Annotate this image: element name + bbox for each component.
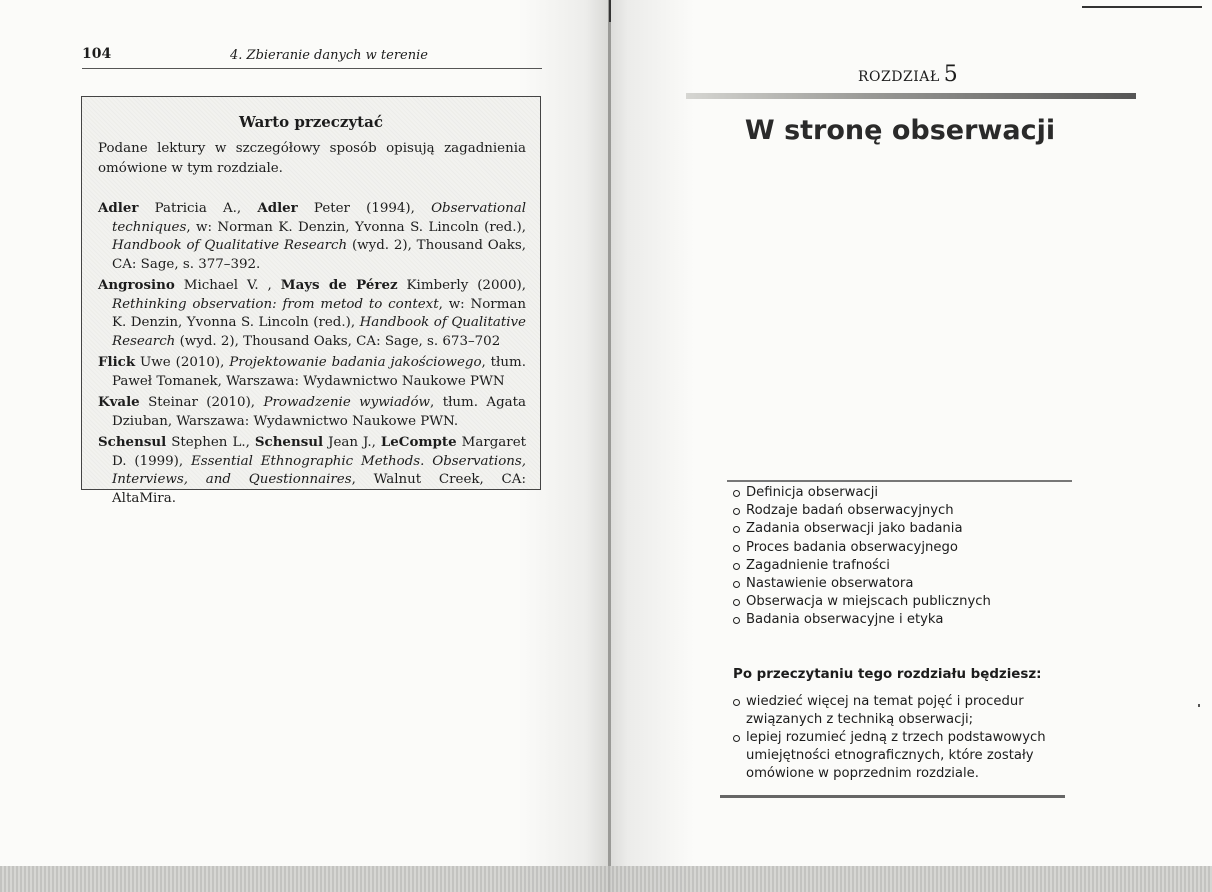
ref-names: Michael V. , — [174, 278, 281, 293]
ref-names: Kimberly (2000), — [397, 278, 526, 293]
further-reading-box — [81, 96, 541, 506]
goal-item: wiedzieć więcej na temat pojęć i procedur związanych z techniką obserwacji; — [730, 693, 1080, 729]
ref-author: Kvale — [98, 394, 140, 410]
book-gutter — [608, 0, 611, 892]
ref-details: , tłum. Paweł Tomanek, Warszawa: Wydawnictwo Naukowe PWN — [112, 355, 526, 389]
left-page-header — [82, 46, 542, 69]
topic-item: Badania obserwacyjne i etyka — [730, 611, 1070, 629]
ref-author: Flick — [98, 354, 136, 370]
ref-title: Rethinking observation: from metod to context — [112, 296, 439, 312]
reference-item — [98, 353, 526, 391]
reference-item — [98, 199, 526, 274]
corner-rule — [1082, 6, 1202, 8]
ref-title: Essential Ethnographic Methods. Observations, Interviews, and Questionnaires — [112, 453, 527, 487]
scan-bottom-shadow — [0, 866, 1212, 892]
topic-item: Obserwacja w miejscach publicznych — [730, 593, 1070, 611]
topic-item: Proces badania obserwacyjnego — [730, 539, 1070, 557]
ref-author: Angrosino — [98, 277, 175, 293]
chapter-label — [858, 62, 958, 87]
box-intro: Podane lektury w szczegółowy sposób opisują zagadnienia omówione w tym rozdziale. — [98, 141, 526, 176]
ref-author: Mays de Pérez — [280, 277, 398, 293]
ref-names: Stephen L., — [166, 435, 255, 450]
ref-details: , w: Norman K. Denzin, Yvonna S. Lincoln (red.), — [186, 219, 526, 235]
ref-details: (wyd. 2), Thousand Oaks, CA: Sage, s. 673–702 — [175, 333, 501, 349]
ref-names: Margaret D. (1999), — [112, 435, 526, 469]
goals-rule — [720, 795, 1065, 798]
reference-item — [98, 433, 526, 508]
topic-item: Nastawienie obserwatora — [730, 575, 1070, 593]
learning-goals-title: Po przeczytaniu tego rozdziału będziesz: — [733, 667, 1042, 682]
reference-list — [98, 199, 526, 510]
ref-names: Steinar (2010), — [139, 395, 264, 410]
chapter-word: ROZDZIAŁ — [858, 69, 940, 85]
topics-rule — [727, 480, 1072, 482]
box-title: Warto przeczytać — [239, 113, 383, 131]
ref-names: Jean J., — [323, 435, 381, 450]
ref-author: Adler — [257, 200, 298, 216]
gutter-mark — [609, 0, 611, 22]
ref-title: Projektowanie badania jakościowego — [229, 355, 482, 370]
topic-item: Zadania obserwacji jako badania — [730, 520, 1070, 538]
ref-author: Schensul — [98, 434, 167, 450]
ref-author: Adler — [98, 200, 139, 216]
ref-title: Prowadzenie wywiadów — [263, 395, 431, 410]
goal-item: lepiej rozumieć jedną z trzech podstawowych umiejętności etnograficznych, które zostały omówione w poprzednim rozdziale. — [730, 729, 1080, 783]
ref-details: , tłum. Agata Dziuban, Warszawa: Wydawnictwo Naukowe PWN. — [112, 395, 526, 429]
ref-title: Observational techniques — [112, 201, 526, 235]
chapter-number: 5 — [943, 62, 959, 87]
reference-item — [98, 393, 526, 431]
topic-item: Definicja obserwacji — [730, 484, 1070, 502]
ref-title: Handbook of Qualitative Research — [112, 315, 526, 349]
reference-item — [98, 276, 526, 351]
scan-speck — [1198, 704, 1200, 707]
ref-details: , w: Norman K. Denzin, Yvonna S. Lincoln (red.), — [112, 296, 526, 330]
chapter-rule — [686, 93, 1136, 99]
learning-goals-list — [730, 693, 1080, 783]
ref-author: Schensul — [254, 434, 324, 450]
ref-names: Uwe (2010), — [135, 355, 230, 370]
page-number: 104 — [82, 46, 112, 62]
ref-author: LeCompte — [380, 434, 457, 450]
ref-names: Peter (1994), — [297, 201, 432, 216]
chapter-topics-list — [730, 484, 1070, 630]
chapter-title: W stronę obserwacji — [744, 115, 1056, 146]
ref-title: Handbook of Qualitative Research — [112, 238, 348, 253]
ref-names: Patricia A., — [138, 201, 258, 216]
running-head: 4. Zbieranie danych w terenie — [230, 48, 428, 63]
ref-details: (wyd. 2), Thousand Oaks, CA: Sage, s. 377–392. — [112, 238, 527, 272]
ref-details: , Walnut Creek, CA: AltaMira. — [112, 472, 526, 506]
topic-item: Zagadnienie trafności — [730, 557, 1070, 575]
topic-item: Rodzaje badań obserwacyjnych — [730, 502, 1070, 520]
